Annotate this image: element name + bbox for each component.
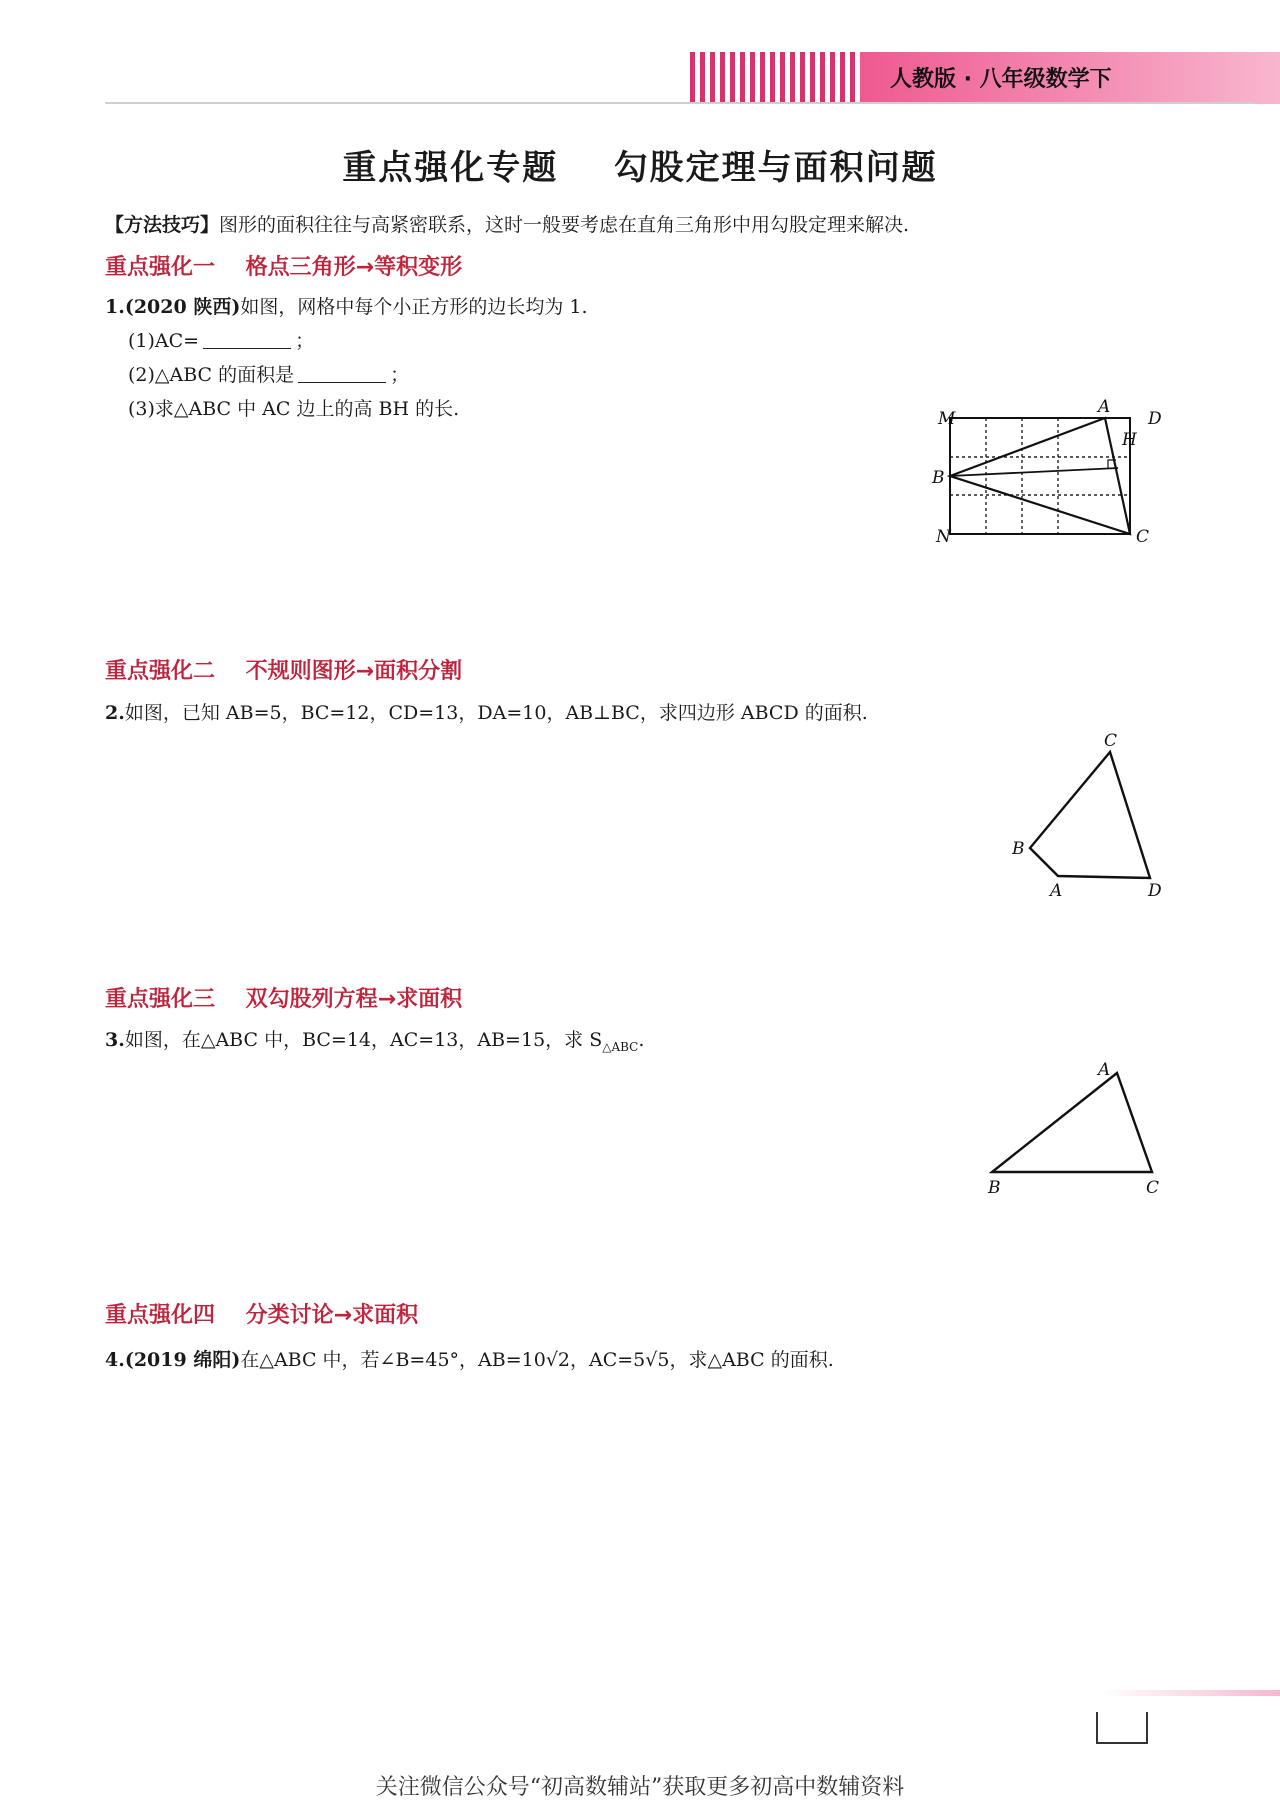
answer-blank-2[interactable] [298,364,386,383]
section-title-1: 重点强化一 格点三角形→等积变形 [105,255,463,280]
header-rule [105,102,1255,104]
label-b: B [988,1178,1001,1198]
label-d: D [1148,881,1162,901]
question-3-subscript: △ABC [602,1039,639,1054]
sub-1-text: (1)AC= [128,330,200,352]
question-3-text: 如图，在△ABC 中，BC=14，AC=13，AB=15，求 S [124,1029,603,1051]
question-4-source: (2019 绵阳) [124,1349,241,1371]
question-2-num: 2. [105,702,125,724]
question-3-end: . [638,1029,645,1051]
quadrilateral-figure [1000,730,1180,900]
label-h: H [1122,430,1137,450]
label-a: A [1050,881,1063,901]
header-label: 人教版 · 八年级数学下 [890,67,1112,92]
question-4 [105,1345,834,1372]
question-4-num: 4. [105,1349,125,1371]
question-4-text: 在△ABC 中，若∠B=45°，AB=10√2，AC=5√5，求△ABC 的面积. [240,1349,834,1371]
footer-rule [1100,1690,1280,1696]
sub-2-text: (2)△ABC 的面积是 [128,364,295,386]
label-b: B [932,468,945,488]
label-a: A [1098,1060,1111,1080]
sub-1-tail: ； [295,330,315,352]
section-title-4: 重点强化四 分类讨论→求面积 [105,1303,419,1328]
section-title-2: 重点强化二 不规则图形→面积分割 [105,659,463,684]
page-number-box [1096,1712,1148,1744]
triangle-abc-2 [992,1073,1152,1172]
question-1 [105,292,588,319]
triangle-figure [980,1055,1180,1198]
label-b: B [1012,839,1025,859]
footer-text: 关注微信公众号“初高数辅站”获取更多初高中数辅资料 [375,1775,905,1800]
triangle-abc [950,418,1130,534]
grid-triangle-figure [932,397,1180,550]
answer-blank-1[interactable] [203,330,291,349]
question-3 [105,1025,644,1054]
method-tip-tag: 【方法技巧】 [105,214,220,236]
label-a: A [1098,397,1111,417]
grid-lines [950,418,1130,534]
label-m: M [938,409,956,429]
question-1-source: (2020 陕西) [124,296,241,318]
label-c: C [1136,527,1150,547]
label-d: D [1148,409,1162,429]
sub-2-tail: ； [390,364,410,386]
question-2 [105,698,868,725]
question-1-num: 1. [105,296,125,318]
section-title-3: 重点强化三 双勾股列方程→求面积 [105,987,463,1012]
label-c: C [1104,731,1118,751]
question-2-text: 如图，已知 AB=5，BC=12，CD=13，DA=10，AB⊥BC，求四边形 ABCD 的面积. [124,702,868,724]
question-1-sub-1 [128,326,314,353]
grid-border [950,418,1130,534]
method-tip [105,210,909,237]
page-title: 重点强化专题 勾股定理与面积问题 [342,148,938,188]
label-n: N [936,527,951,547]
header-stripes [690,52,860,104]
question-3-num: 3. [105,1029,125,1051]
question-1-text: 如图，网格中每个小正方形的边长均为 1. [240,296,588,318]
quadrilateral-abcd [1030,752,1150,878]
label-c: C [1146,1178,1160,1198]
height-bh [950,468,1118,476]
question-1-sub-3: (3)求△ABC 中 AC 边上的高 BH 的长. [128,398,460,420]
method-tip-text: 图形的面积往往与高紧密联系，这时一般要考虑在直角三角形中用勾股定理来解决. [219,214,910,236]
question-1-sub-2 [128,360,409,387]
